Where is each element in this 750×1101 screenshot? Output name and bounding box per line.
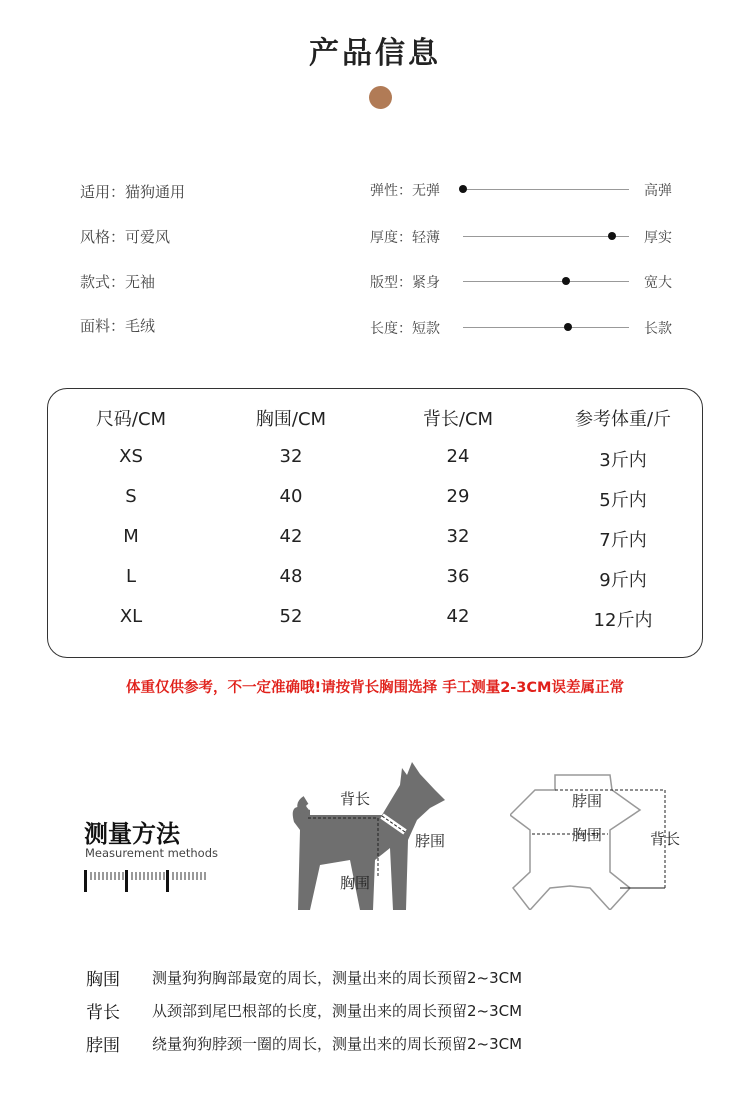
dog-neck-label: 脖围 <box>415 832 446 850</box>
size-note: 体重仅供参考，不一定准确哦!请按背长胸围选择 手工测量2-3CM误差属正常 <box>126 680 624 696</box>
table-cell: XL <box>119 606 143 627</box>
table-cell: 52 <box>279 606 303 627</box>
table-cell: 24 <box>446 446 470 467</box>
table-cell: 5斤内 <box>599 490 647 511</box>
attr-style: 风格：可爱风 <box>80 228 171 246</box>
scale-knob <box>562 277 570 285</box>
definition-text: 绕量狗狗脖颈一圈的周长，测量出来的周长预留2~3CM <box>152 1035 523 1053</box>
table-cell: 40 <box>279 486 303 507</box>
table-cell: 29 <box>446 486 470 507</box>
definition-text: 测量狗狗胸部最宽的周长，测量出来的周长预留2~3CM <box>152 969 523 987</box>
scale-track <box>463 189 629 190</box>
table-cell: 7斤内 <box>599 530 647 551</box>
table-header: 背长/CM <box>422 409 494 430</box>
clothes-back-label: 背长 <box>650 830 681 848</box>
table-cell: S <box>125 486 137 507</box>
dog-chest-label: 胸围 <box>340 874 371 892</box>
scale-label: 厚度：轻薄 <box>370 230 440 246</box>
decorative-dot <box>369 86 392 109</box>
scale-track <box>463 327 629 328</box>
table-cell: 42 <box>446 606 470 627</box>
table-cell: 32 <box>279 446 303 467</box>
clothes-measure-diagram <box>510 770 690 910</box>
scale-knob <box>608 232 616 240</box>
table-cell: 48 <box>279 566 303 587</box>
page-title: 产品信息 <box>309 36 441 71</box>
table-header: 胸围/CM <box>255 409 327 430</box>
dog-back-label: 背长 <box>340 790 371 808</box>
definition-text: 从颈部到尾巴根部的长度，测量出来的周长预留2~3CM <box>152 1002 523 1020</box>
table-cell: 32 <box>446 526 470 547</box>
definition-term: 脖围 <box>86 1036 120 1056</box>
ruler-icon <box>84 868 214 894</box>
table-cell: 42 <box>279 526 303 547</box>
table-cell: 9斤内 <box>599 570 647 591</box>
scale-right-label: 厚实 <box>644 230 672 246</box>
attr-usage: 适用：猫狗通用 <box>80 183 186 201</box>
table-header: 参考体重/斤 <box>574 409 672 430</box>
definition-term: 胸围 <box>86 970 120 990</box>
clothes-chest-label: 胸围 <box>572 826 603 844</box>
dog-measure-diagram <box>280 760 460 920</box>
scale-track <box>463 281 629 282</box>
scale-right-label: 高弹 <box>644 183 672 199</box>
table-cell: L <box>125 566 137 587</box>
attr-type: 款式：无袖 <box>80 273 156 291</box>
scale-right-label: 长款 <box>644 321 672 337</box>
table-cell: XS <box>119 446 143 467</box>
scale-track <box>463 236 629 237</box>
scale-label: 版型：紧身 <box>370 275 440 291</box>
clothes-neck-label: 脖围 <box>572 792 603 810</box>
table-cell: 3斤内 <box>599 450 647 471</box>
scale-knob <box>564 323 572 331</box>
table-cell: M <box>123 526 139 547</box>
measure-subtitle: Measurement methods <box>85 846 219 860</box>
scale-right-label: 宽大 <box>644 275 672 291</box>
size-table <box>47 388 703 658</box>
attr-fabric: 面料：毛绒 <box>80 317 156 335</box>
table-cell: 36 <box>446 566 470 587</box>
scale-knob <box>459 185 467 193</box>
scale-label: 长度：短款 <box>370 321 440 337</box>
scale-label: 弹性：无弹 <box>370 183 440 199</box>
definition-term: 背长 <box>86 1003 120 1023</box>
table-header: 尺码/CM <box>95 409 167 430</box>
table-cell: 12斤内 <box>593 610 653 631</box>
measure-title: 测量方法 <box>84 820 180 848</box>
